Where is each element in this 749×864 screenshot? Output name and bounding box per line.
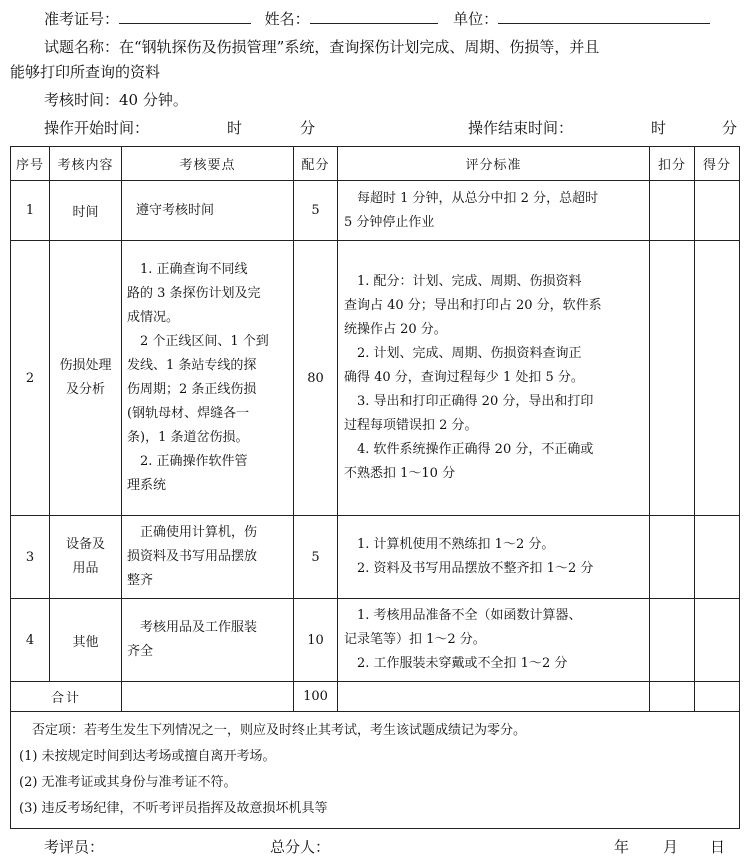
col-header-deduct: 扣分 [650, 147, 695, 181]
total-row [11, 682, 740, 712]
year-label: 年 [614, 838, 630, 856]
row-deduct-cell [650, 516, 695, 599]
end-hour-label: 时 [651, 119, 667, 137]
row-content: 其他 [50, 599, 122, 682]
row-deduct-cell [650, 241, 695, 516]
col-header-content: 考核内容 [50, 147, 122, 181]
row-score: 10 [294, 599, 338, 682]
row-no: 2 [11, 241, 50, 516]
end-minute-label: 分 [722, 119, 738, 137]
row-final-cell [695, 181, 740, 241]
row-score: 80 [294, 241, 338, 516]
table-header-row [11, 147, 740, 181]
start-hour-label: 时 [227, 119, 243, 137]
row-no: 1 [11, 181, 50, 241]
start-minute-label: 分 [300, 119, 316, 137]
row-final-cell [695, 599, 740, 682]
name-blank [310, 8, 438, 24]
total-label: 合计 [11, 682, 122, 712]
col-header-points: 考核要点 [122, 147, 294, 181]
row-final-cell [695, 516, 740, 599]
header-id-row [44, 8, 710, 29]
row-key-points: 遵守考核时间 [122, 181, 294, 241]
table-row [11, 516, 740, 599]
month-label: 月 [663, 838, 679, 856]
end-time-label: 操作结束时间： [468, 119, 574, 137]
col-header-no: 序号 [11, 147, 50, 181]
table-row [11, 181, 740, 241]
col-header-criteria: 评分标准 [338, 147, 650, 181]
row-criteria: 1. 计算机使用不熟练扣 1～2 分。 2. 资料及书写用品摆放不整齐扣 1～2 分 [338, 516, 650, 599]
table-row [11, 599, 740, 682]
row-no: 4 [11, 599, 50, 682]
veto-notes [11, 712, 740, 829]
row-score: 5 [294, 181, 338, 241]
scorer-label: 总分人： [270, 838, 331, 856]
row-key-points: 考核用品及工作服装 齐全 [122, 599, 294, 682]
row-content: 时间 [50, 181, 122, 241]
unit-blank [498, 8, 710, 24]
title-line-2: 能够打印所查询的资料 [10, 63, 161, 81]
veto-intro: 否定项：若考生发生下列情况之一，则应及时终止其考试，考生该试题成绩记为零分。 [19, 723, 527, 738]
day-label: 日 [710, 838, 726, 856]
row-content: 伤损处理 及分析 [50, 241, 122, 516]
exam-no-blank [119, 8, 251, 24]
exam-no-label: 准考证号： [44, 10, 120, 28]
title-line-1: 试题名称：在“钢轨探伤及伤损管理”系统，查询探伤计划完成、周期、伤损等，并且 [44, 38, 600, 56]
name-label: 姓名： [264, 10, 310, 28]
total-criteria-cell [338, 682, 650, 712]
row-score: 5 [294, 516, 338, 599]
row-criteria: 每超时 1 分钟，从总分中扣 2 分，总超时 5 分钟停止作业 [338, 181, 650, 241]
total-empty-cell [122, 682, 294, 712]
row-final-cell [695, 241, 740, 516]
col-header-final: 得分 [695, 147, 740, 181]
row-key-points: 1. 正确查询不同线 路的 3 条探伤计划及完 成情况。 2 个正线区间、1 个到 发线、1 条站专线的探 伤周期；2 条正线伤损 (钢轨母材、焊缝各一 条)，1 条道岔伤损。 2. 正确操作软件管 理系统 [122, 241, 294, 516]
row-deduct-cell [650, 181, 695, 241]
veto-item-1: (1) 未按规定时间到达考场或擅自离开考场。 [19, 749, 276, 764]
row-criteria: 1. 考核用品准备不全（如函数计算器、 记录笔等）扣 1～2 分。 2. 工作服装未穿戴或不全扣 1～2 分 [338, 599, 650, 682]
col-header-score: 配分 [294, 147, 338, 181]
total-final-cell [695, 682, 740, 712]
total-score: 100 [294, 682, 338, 712]
veto-item-2: (2) 无准考证或其身份与准考证不符。 [19, 775, 237, 790]
examiner-label: 考评员： [44, 838, 105, 856]
row-deduct-cell [650, 599, 695, 682]
duration-text: 考核时间：40 分钟。 [44, 91, 188, 109]
scoring-table [10, 146, 740, 829]
notes-row [11, 712, 740, 829]
veto-item-3: (3) 违反考场纪律，不听考评员指挥及故意损坏机具等 [19, 801, 328, 816]
total-deduct-cell [650, 682, 695, 712]
row-no: 3 [11, 516, 50, 599]
start-time-label: 操作开始时间： [44, 119, 150, 137]
row-key-points: 正确使用计算机，伤 损资料及书写用品摆放 整齐 [122, 516, 294, 599]
row-criteria: 1. 配分：计划、完成、周期、伤损资料 查询占 40 分；导出和打印占 20 分，软件系 统操作占 20 分。 2. 计划、完成、周期、伤损资料查询正 确得 40 分，查询过程每少 1 处扣 5 分。 3. 导出和打印正确得 20 分，导出和打印 过程每项错误扣 2 分。 4. 软件系统操作正确得 20 分，不正确或 不熟悉扣 1～10 分 [338, 241, 650, 516]
row-content: 设备及 用品 [50, 516, 122, 599]
table-row [11, 241, 740, 516]
unit-label: 单位： [453, 10, 499, 28]
